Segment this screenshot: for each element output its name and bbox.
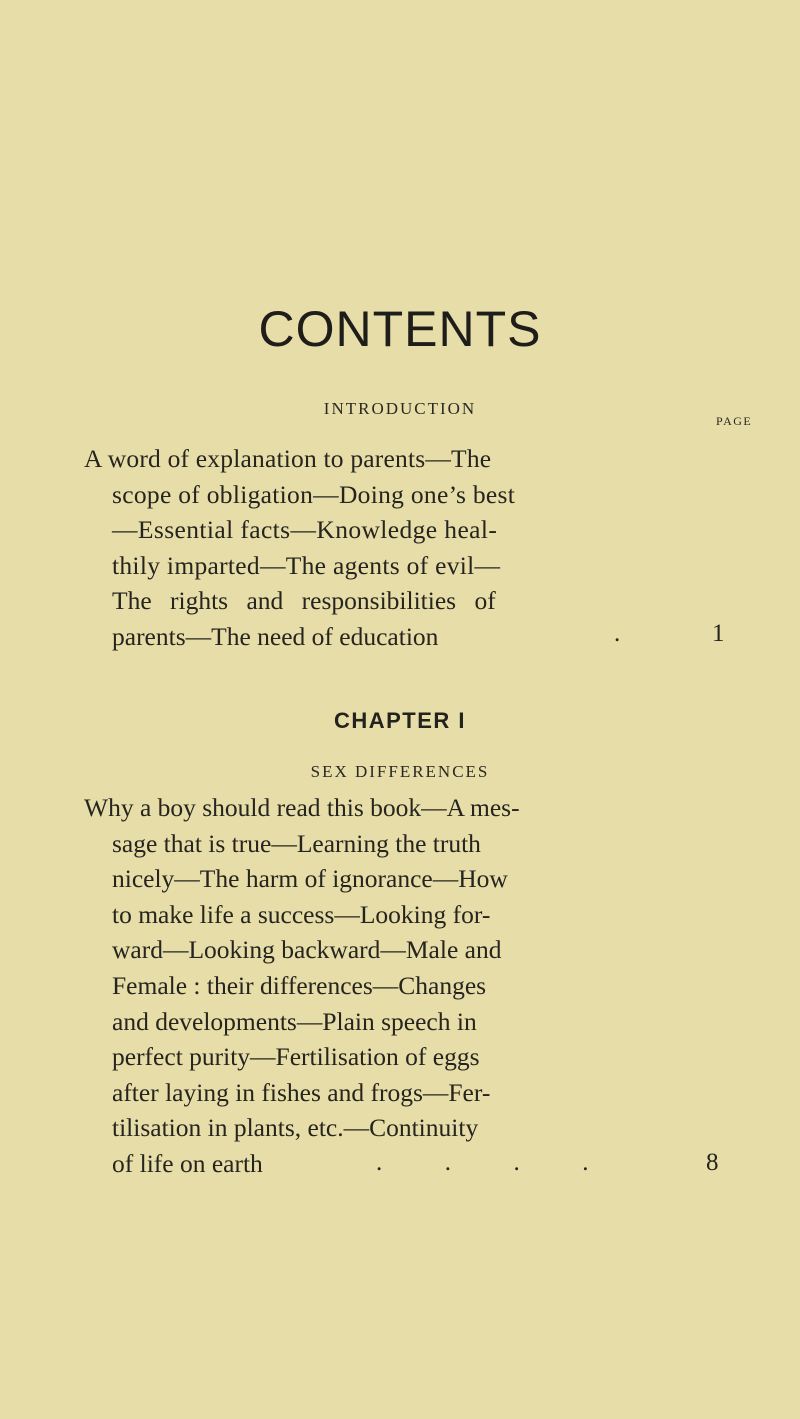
introduction-entry (84, 441, 724, 655)
entry-line: to make life a success—Looking for- (112, 899, 491, 929)
entry-line: scope of obligation—Doing one’s best (112, 479, 516, 509)
entry-line: Why a boy should read this book—A mes- (84, 793, 520, 822)
page-number: 1 (712, 620, 725, 647)
entry-line: nicely—The harm of ignorance—How (112, 864, 508, 894)
chapter-subheading: SEX DIFFERENCES (310, 762, 490, 781)
dot-leader: . (614, 620, 621, 647)
introduction-heading: INTRODUCTION (323, 399, 477, 418)
entry-line: —Essential facts—Knowledge heal- (112, 515, 498, 545)
entry-line: The rights and responsibilities of (112, 586, 496, 616)
entry-line: sage that is true—Learning the truth (112, 828, 481, 858)
dot-leader: . . . . (376, 1149, 589, 1176)
entry-line: A word of explanation to parents—The (84, 444, 492, 473)
entry-line: and developments—Plain speech in (112, 1006, 477, 1036)
page-number: 8 (706, 1149, 719, 1176)
entry-line: parents—The need of education (112, 621, 439, 651)
entry-line: ward—Looking backward—Male and (112, 935, 502, 965)
entry-line: tilisation in plants, etc.—Continuity (112, 1113, 479, 1143)
entry-line: perfect purity—Fertilisation of eggs (112, 1042, 480, 1072)
entry-line: of life on earth (112, 1148, 263, 1178)
entry-line: thily imparted—The agents of evil— (112, 550, 501, 580)
entry-line: Female : their differences—Changes (112, 970, 487, 1000)
chapter-entry (84, 790, 724, 1182)
chapter-heading: CHAPTER I (333, 708, 467, 733)
page-title: CONTENTS (258, 301, 542, 357)
page-column-label: PAGE (716, 414, 753, 428)
entry-line: after laying in fishes and frogs—Fer- (112, 1077, 491, 1107)
